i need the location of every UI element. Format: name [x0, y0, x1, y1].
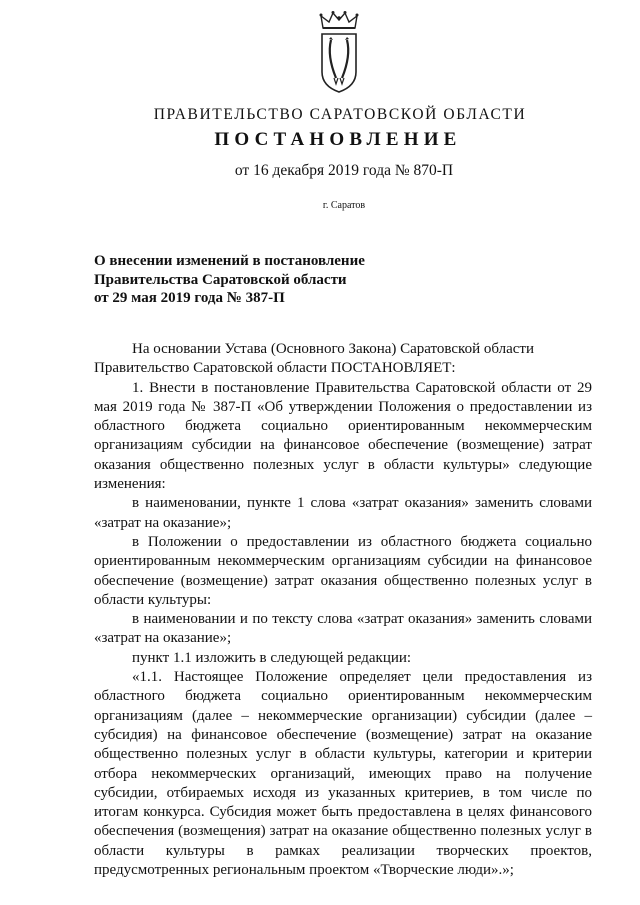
saratov-coat-of-arms-icon	[314, 10, 364, 96]
subject-line: Правительства Саратовской области	[94, 271, 347, 288]
body-paragraph: в наименовании, пункте 1 слова «затрат оказания» заменить словами «затрат на оказание»;	[94, 495, 592, 531]
body-paragraph: «1.1. Настоящее Положение определяет цели предоставления из областного бюджета социально ориентированным некоммерческим организациям (далее – некоммерческие организации) субсидии (далее – субсидия) на финансовое обеспечение (возмещение) затрат на оказание общественно полезных услуг в области культуры, категории и критерии отбора некоммерческих организаций, имеющих право на получение субсидии, отбираемых исходя из указанных критериев, в том числе по итогам конкурса. Субсидия может быть предоставлена в целях финансового обеспечения (возмещения) затрат на оказание общественно полезных услуг в области культуры в рамках реализации творческих проектов, предусмотренных региональным проектом «Творческие люди».»;	[94, 669, 592, 879]
subject-line: от 29 мая 2019 года № 387-П	[94, 290, 285, 306]
body-paragraph: 1. Внести в постановление Правительства Саратовской области от 29 мая 2019 года № 387-П «Об утверждении Положения о предоставлении из областного бюджета социально ориентированным некоммерческим организациям субсидии на финансовое обеспечение (возмещение) затрат оказания общественно полезных услуг в области культуры» следующие изменения:	[94, 379, 592, 493]
body-paragraph: в Положении о предоставлении из областного бюджета социально ориентированным некоммерческим организациям субсидии на финансовое обеспечение (возмещение) затрат оказания общественно полезных услуг в области культуры:	[94, 533, 592, 608]
body-paragraph: пункт 1.1 изложить в следующей редакции:	[132, 649, 412, 666]
government-name: ПРАВИТЕЛЬСТВО САРАТОВСКОЙ ОБЛАСТИ	[153, 106, 527, 123]
document-body	[94, 340, 592, 880]
subject-line: О внесении изменений в постановление	[94, 253, 365, 269]
document-type: ПОСТАНОВЛЕНИЕ	[214, 129, 462, 150]
document-date-number: от 16 декабря 2019 года № 870-П	[234, 162, 454, 179]
body-paragraph: Правительство Саратовской области ПОСТАНОВЛЯЕТ:	[94, 360, 456, 377]
body-paragraph: в наименовании и по тексту слова «затрат оказания» заменить словами «затрат на оказание»;	[94, 611, 592, 647]
document-city: г. Саратов	[322, 200, 366, 211]
document-subject	[94, 252, 434, 308]
body-paragraph: На основании Устава (Основного Закона) Саратовской области	[132, 341, 535, 357]
